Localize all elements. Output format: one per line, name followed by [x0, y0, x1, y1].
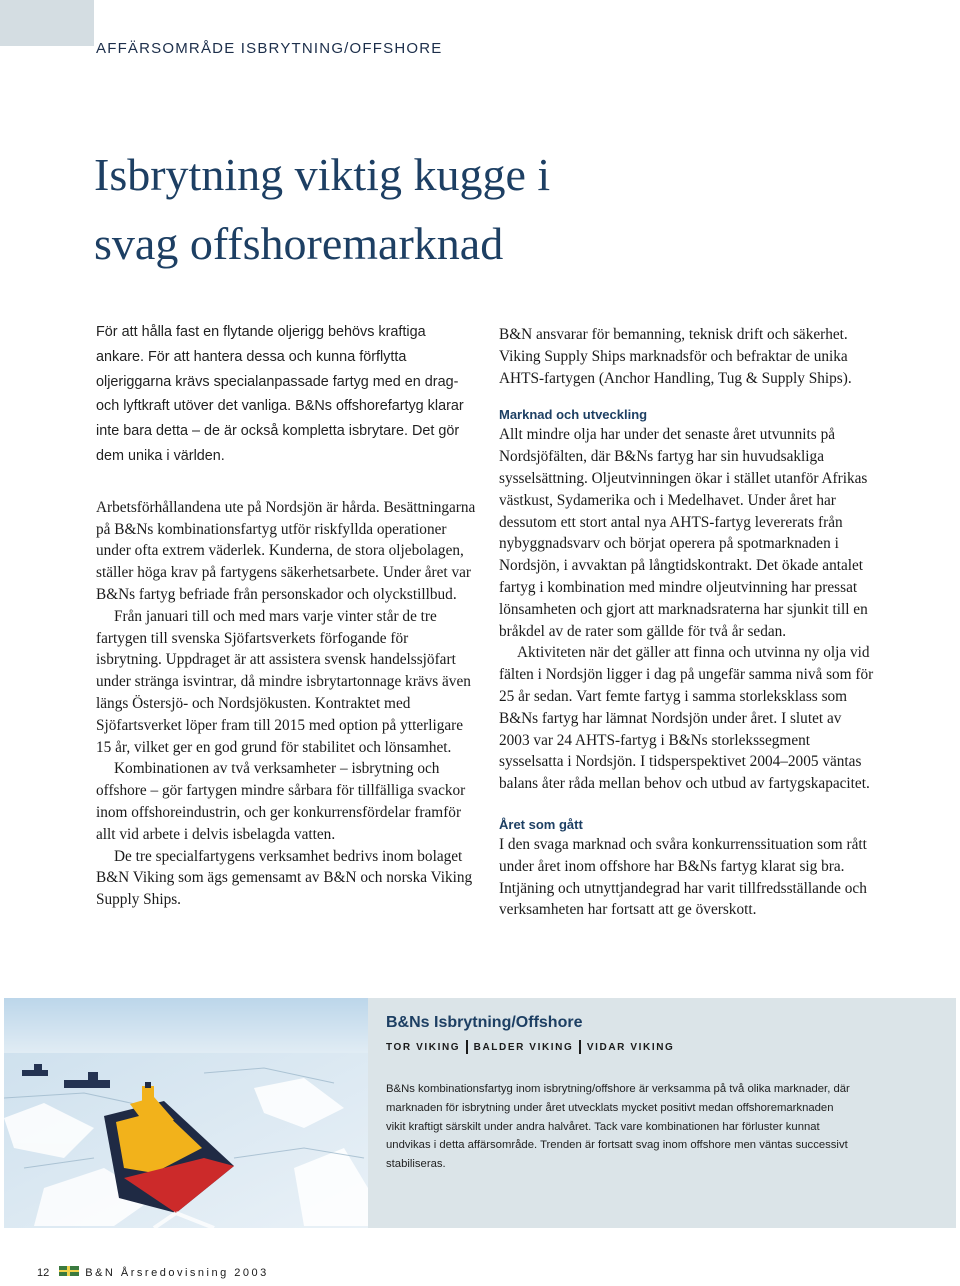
right-column [499, 324, 874, 921]
ship-name: VIDAR VIKING [586, 1041, 675, 1053]
left-column [96, 320, 476, 911]
icebreaker-photo [4, 998, 368, 1228]
intro-paragraph: För att hålla fast en flytande oljerigg behövs kraftiga ankare. För att hantera dessa och kunna förflytta oljeriggarna krävs specialanpassade fartyg med en drag- och lyftkraft utöver det vanliga. B&Ns offshorefartyg klarar inte bara detta – de är också kompletta isbrytare. Det gör dem unika i världen. [96, 324, 464, 464]
separator [579, 1040, 581, 1054]
subheading-year: Året som gått [499, 816, 583, 832]
panel-description: B&Ns kombinationsfartyg inom isbrytning/offshore är verksamma på två olika marknader, där marknaden för isbrytning under året utvecklats mycket positivt medan offshoremarknaden vikit kraftigt särskilt under andra halvåret. Tack vare kombinationen har förluster kunnat undvikas i detta affärsområde. Trenden är fortsatt svag inom offshore men väntas successivt stabiliseras. [386, 1083, 850, 1171]
subheading-market: Marknad och utveckling [499, 407, 648, 423]
page-number: 12 [37, 1266, 50, 1279]
page-title [94, 140, 654, 278]
title-line-2: svag offshoremarknad [94, 218, 504, 269]
ship-list [386, 1040, 856, 1054]
ship-name: BALDER VIKING [473, 1041, 574, 1053]
body-paragraph: Kombinationen av två verksamheter – isbrytning och offshore – gör fartygen mindre sårbara för tillfälliga svackor inom offshoreindustrin, och ger konkurrensfördelar framför allt vid arbete i delvis isbelagda vatten. [96, 760, 466, 843]
separator [466, 1040, 468, 1054]
ship-name: TOR VIKING [386, 1041, 461, 1053]
panel-text [386, 1014, 856, 1174]
title-line-1: Isbrytning viktig kugge i [94, 149, 551, 200]
page-footer [37, 1266, 269, 1279]
body-paragraph: Aktiviteten när det gäller att finna och utvinna ny olja vid fälten i Nordsjön ligger i dag på ungefär samma nivå som för 25 år sedan. Vart femte fartyg i samma storleksklass som B&Ns fartyg har lämnat Nordsjön under året. I slutet av 2003 var 24 AHTS-fartyg i B&Ns storlekssegment sysselsatta i Nordsjön. I tidsperspektivet 2004–2005 väntas balans åter råda mellan behov och utbud av fartygskapacitet. [499, 644, 874, 793]
corner-decoration [0, 0, 94, 46]
publication-name: B&N Årsredovisning 2003 [85, 1266, 269, 1279]
body-paragraph: Allt mindre olja har under det senaste året utvunnits på Nordsjöfälten, där B&Ns fartyg har sin huvudsakliga sysselsättning. Oljeutvinningen ökar i stället utanför Afrikas västkust, Sydamerika och i Medelhavet. Under året har dessutom ett stort antal nya AHTS-fartyg levererats från nybyggnadsvarv och börjat operera på spotmarknaden i Nordsjön, i avvaktan på långtidskontrakt. Det ökade antalet fartyg i kombination med mindre oljeutvinning har pressat lönsamheten och gjort att marknadsraterna har sjunkit till en bråkdel av de rater som gällde för två år sedan. [499, 426, 868, 640]
body-paragraph: Från januari till och med mars varje vinter står de tre fartygen till svenska Sjöfartsverkets förfogande för isbrytning. Uppdraget är att assistera svensk handelssjöfart under stränga isvintrar, då mindre isbrytartonnage krävs även längs Östersjö- och Nordsjökusten. Kontraktet med Sjöfartsverket löper fram till 2015 med option på ytterligare 15 år, vilket ger en god grund för stabilitet och lönsamhet. [96, 607, 471, 756]
body-paragraph: I den svaga marknad och svåra konkurrenssituation som rått under året inom offshore har B&Ns fartyg klarat sig bra. Intjäning och utnyttjandegrad har varit tillfredsställande och verksamheten har fortsatt att ge överskott. [499, 835, 867, 919]
body-paragraph: De tre specialfartygens verksamhet bedrivs inom bolaget B&N Viking som ägs gemensamt av B&N och norska Viking Supply Ships. [96, 847, 473, 909]
body-paragraph: B&N ansvarar för bemanning, teknisk drift och säkerhet. Viking Supply Ships marknadsför och befraktar de unika AHTS-fartygen (Anchor Handling, Tug & Supply Ships). [499, 326, 852, 387]
body-paragraph: Arbetsförhållandena ute på Nordsjön är hårda. Besättningarna på B&Ns kombinationsfartyg utför riskfyllda operationer under ofta extrem väderlek. Kunderna, de stora oljebolagen, ställer höga krav på fartygens säkerhetsarbete. Under året var B&Ns fartyg befriade från personskador och olyckstillbud. [96, 498, 476, 603]
flag-icon [59, 1266, 79, 1279]
panel-title: B&Ns Isbrytning/Offshore [386, 1014, 583, 1031]
info-panel [4, 998, 956, 1228]
section-label: AFFÄRSOMRÅDE ISBRYTNING/OFFSHORE [96, 40, 443, 57]
